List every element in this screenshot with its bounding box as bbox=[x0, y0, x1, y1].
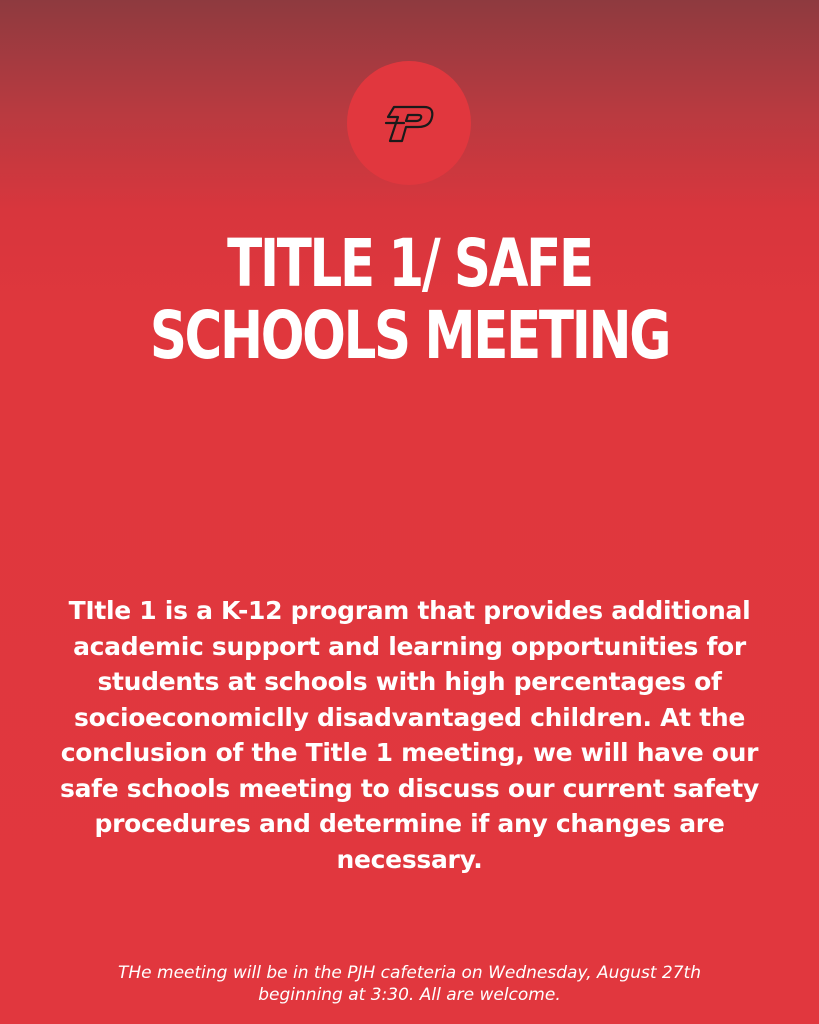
page-title bbox=[90, 225, 729, 374]
title-line-2: SCHOOLS MEETING bbox=[149, 297, 670, 374]
meeting-details-note: THe meeting will be in the PJH cafeteria on Wednesday, August 27th beginning at 3:30. All are welcome. bbox=[118, 963, 701, 1005]
school-p-logo-icon bbox=[380, 97, 438, 149]
title-line-1: TITLE 1/ SAFE bbox=[227, 225, 592, 302]
school-logo-badge bbox=[347, 61, 471, 185]
program-description: TItle 1 is a K-12 program that provides additional academic support and learning opportunities for students at schools with high percentages of socioeconomiclly disadvantaged children. At the conclusion of the Title 1 meeting, we will have our safe schools meeting to discuss our current safety procedures and determine if any changes are necessary. bbox=[60, 596, 759, 874]
